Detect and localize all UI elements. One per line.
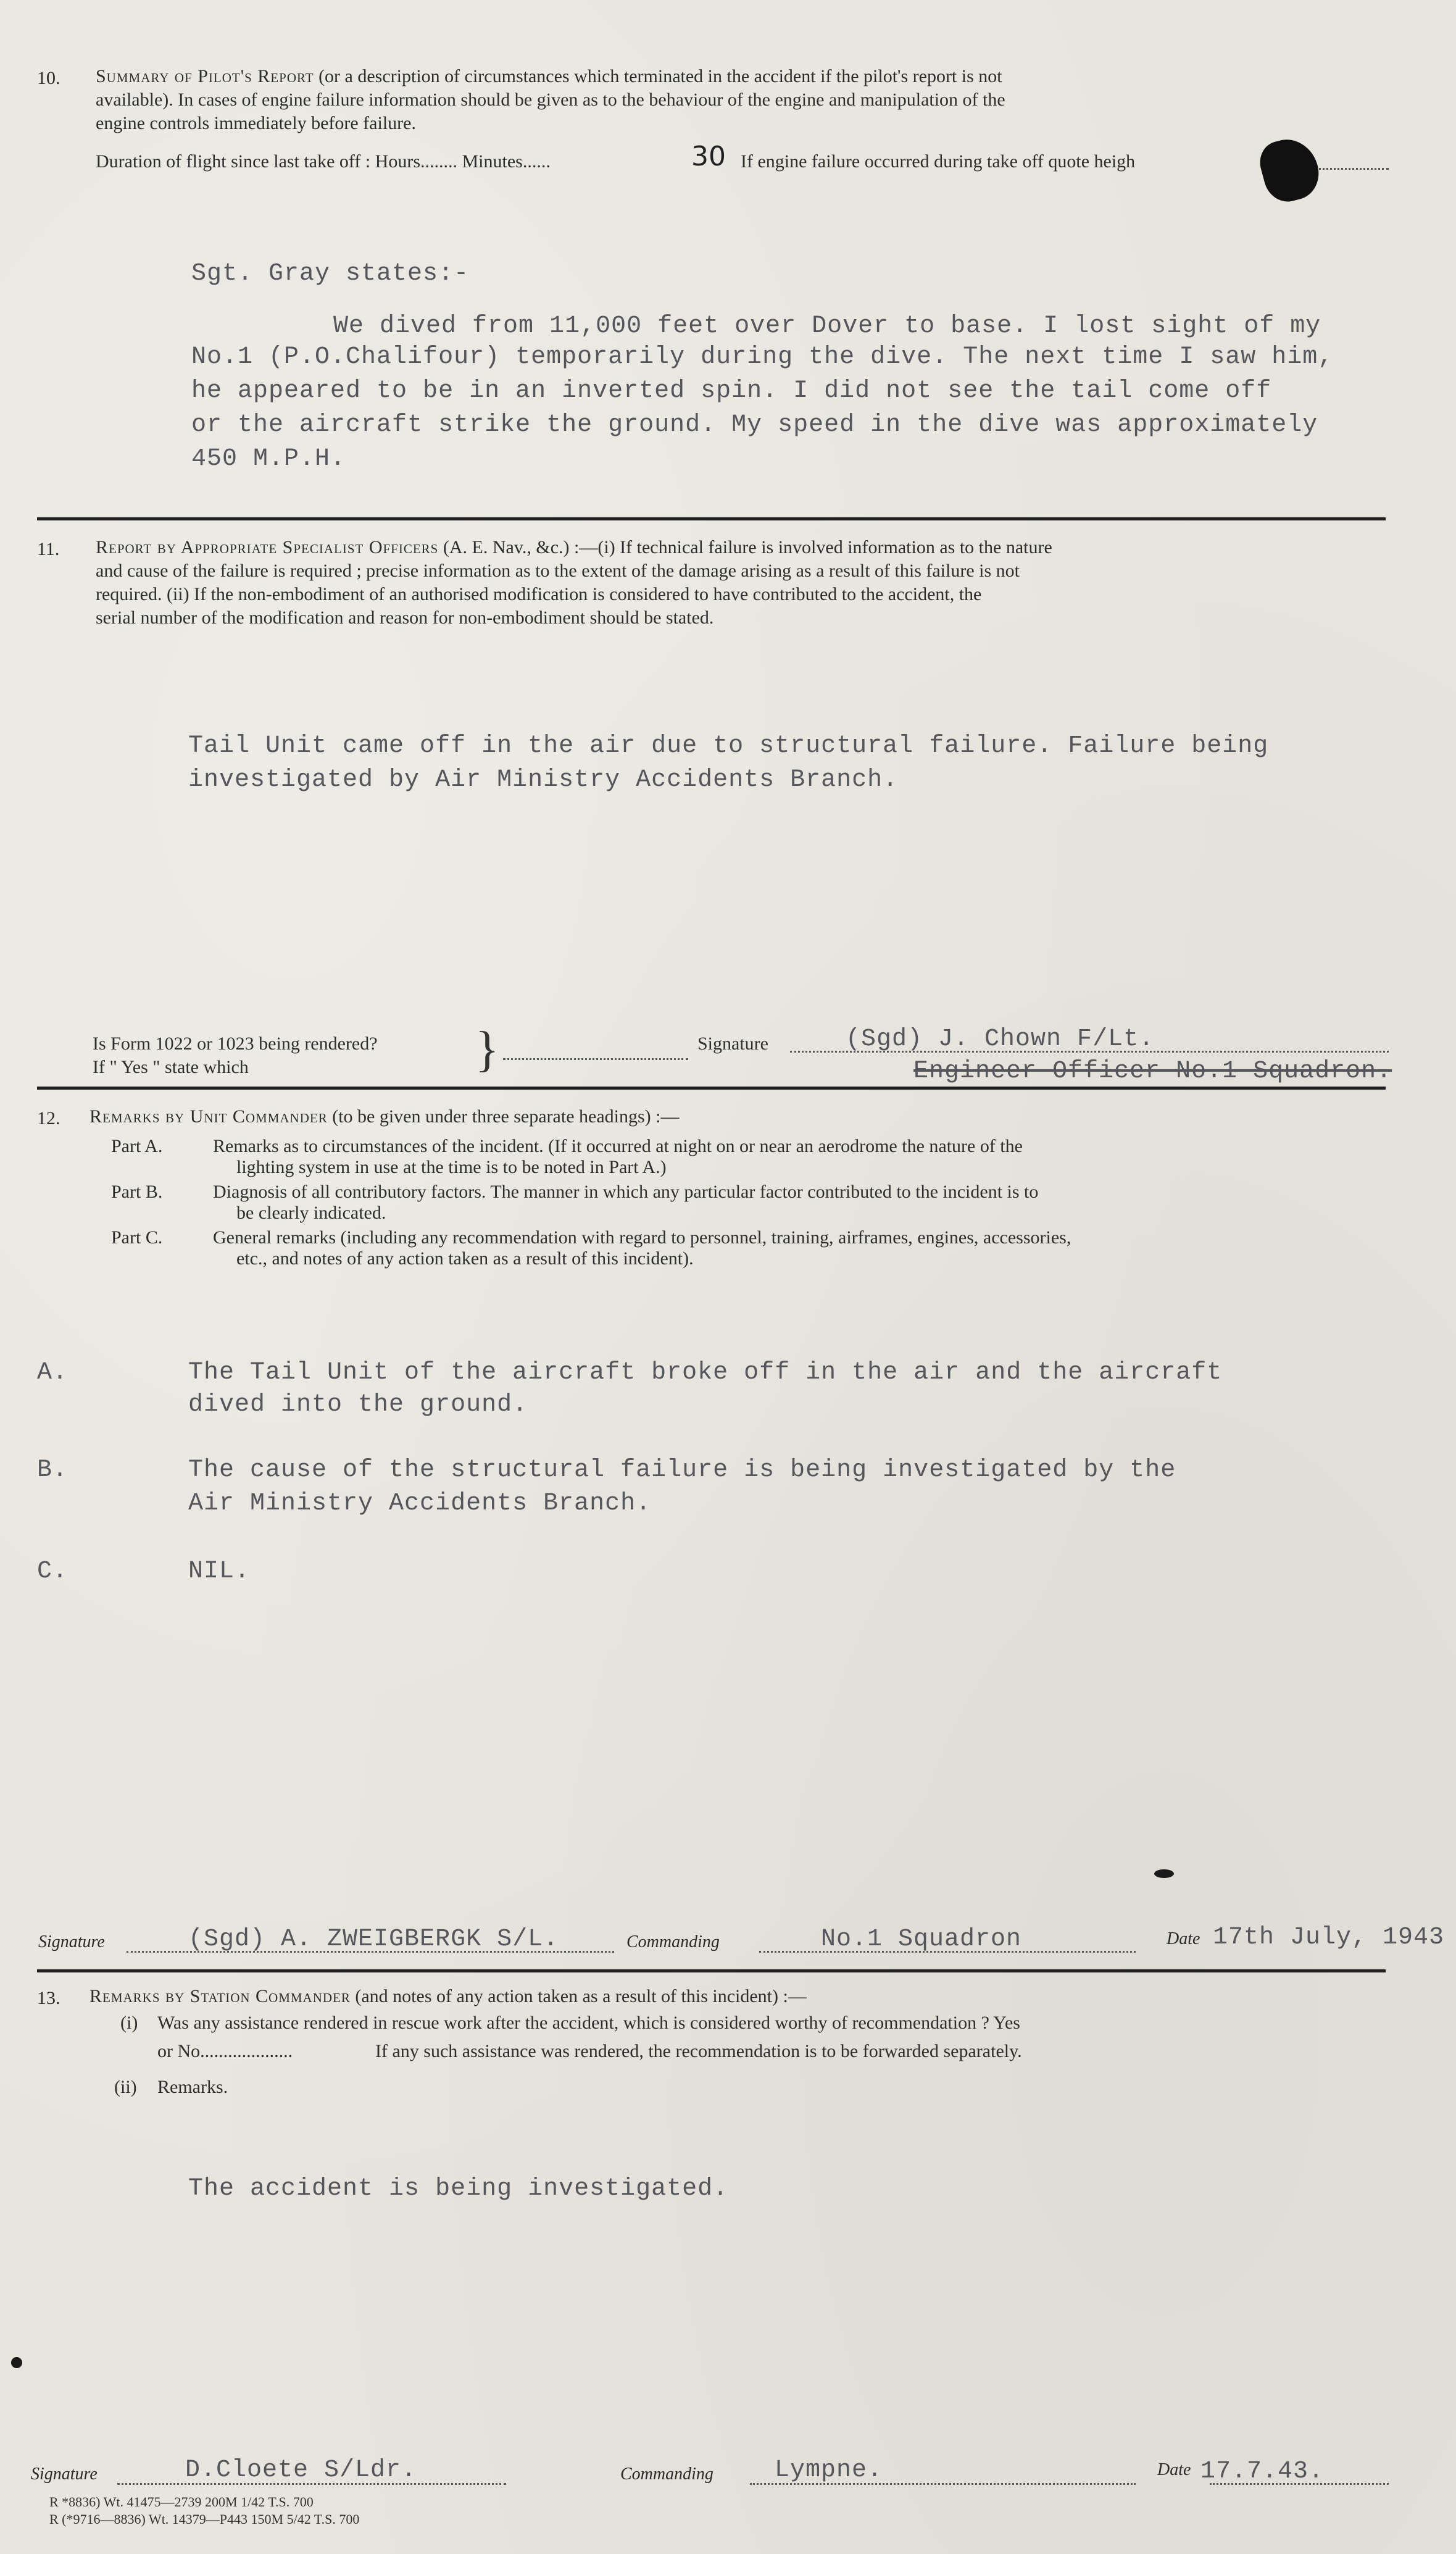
unit-commanding-value: No.1 Squadron <box>821 1926 1022 1953</box>
section-11-line2: and cause of the failure is required ; precise information as to the extent of the damage arising as a result of this failure is not <box>96 561 1020 581</box>
print-code-line: R (*9716—8836) Wt. 14379—P443 150M 5/42 T.S. 700 <box>49 2511 360 2527</box>
part-text: lighting system in use at the time is to be noted in Part A.) <box>236 1157 667 1177</box>
pilot-statement-line: he appeared to be in an inverted spin. I did not see the tail come off <box>191 377 1272 405</box>
section-10-line3: engine controls immediately before failure. <box>96 113 416 133</box>
specialist-signature: (Sgd) J. Chown F/Lt. <box>846 1025 1155 1053</box>
question-text: If any such assistance was rendered, the recommendation is to be forwarded separately. <box>375 2041 1022 2061</box>
signature-label: Signature <box>697 1033 768 1054</box>
minutes-value: 30 <box>691 141 726 172</box>
answer-letter: B. <box>37 1456 69 1484</box>
section-13-intro: (and notes of any action taken as a result of this incident) :— <box>355 1986 807 2006</box>
part-text: be clearly indicated. <box>236 1203 386 1223</box>
date-label: Date <box>1167 1929 1200 1948</box>
part-text: Remarks as to circumstances of the incident. (If it occurred at night on or near an aerodrome the nature of the <box>213 1136 1023 1156</box>
section-10-heading: Summary of Pilot's Report <box>96 66 314 86</box>
signature-label: Signature <box>38 1932 105 1951</box>
commanding-label: Commanding <box>620 2464 713 2484</box>
unit-commander-date: 17th July, 1943 <box>1213 1924 1445 1951</box>
section-13-text <box>89 1985 807 2008</box>
answer-letter: A. <box>37 1359 69 1387</box>
ink-spot <box>11 2357 22 2368</box>
signature-label: Signature <box>31 2464 98 2484</box>
section-10-text <box>96 65 1392 88</box>
station-commander-signature: D.Cloete S/Ldr. <box>185 2456 417 2484</box>
engine-height-dots <box>1315 168 1389 170</box>
section-12-intro: (to be given under three separate headings) :— <box>332 1106 680 1127</box>
specialist-title: Engineer Officer No.1 Squadron. <box>913 1058 1392 1085</box>
answer-line: NIL. <box>188 1558 251 1585</box>
section-11-text <box>96 536 1392 559</box>
section-divider <box>37 1087 1386 1090</box>
section-12-heading: Remarks by Unit Commander <box>89 1106 328 1127</box>
ink-spot <box>1154 1869 1174 1878</box>
pilot-statement-line: 450 M.P.H. <box>191 445 346 473</box>
part-label: Part C. <box>111 1227 163 1248</box>
pilot-statement-line: No.1 (P.O.Chalifour) temporarily during the dive. The next time I saw him, <box>191 343 1334 371</box>
answer-line: The Tail Unit of the aircraft broke off in the air and the aircraft <box>188 1359 1223 1387</box>
engine-failure-label: If engine failure occurred during take off quote heigh <box>741 151 1136 172</box>
answer-line: Air Ministry Accidents Branch. <box>188 1490 652 1517</box>
section-12-text <box>89 1105 679 1129</box>
yes-no-field: or No.................... <box>157 2041 293 2061</box>
section-11-line4: serial number of the modification and reason for non-embodiment should be stated. <box>96 607 714 628</box>
pilot-statement-line: or the aircraft strike the ground. My speed in the dive was approximately <box>191 411 1318 439</box>
section-10-line2: available). In cases of engine failure information should be given as to the behaviour of the engine and manipulation of the <box>96 90 1005 110</box>
unit-commander-signature: (Sgd) A. ZWEIGBERGK S/L. <box>188 1926 559 1953</box>
section-11-line1: (A. E. Nav., &c.) :—(i) If technical failure is involved information as to the nature <box>443 537 1052 557</box>
part-label: Part A. <box>111 1136 163 1156</box>
section-12-number: 12. <box>37 1108 60 1129</box>
part-label: Part B. <box>111 1182 163 1202</box>
station-commanding-value: Lympne. <box>775 2456 883 2484</box>
pilot-statement-line: We dived from 11,000 feet over Dover to base. I lost sight of my <box>333 312 1321 340</box>
form-which-dots <box>503 1058 688 1060</box>
answer-letter: C. <box>37 1558 69 1585</box>
question-label: (ii) <box>114 2077 137 2097</box>
torn-hole <box>1255 133 1325 207</box>
section-divider <box>37 517 1386 520</box>
part-text: etc., and notes of any action taken as a result of this incident). <box>236 1248 694 1269</box>
section-10-line1: (or a description of circumstances which terminated in the accident if the pilot's report is not <box>318 66 1002 86</box>
section-11-number: 11. <box>37 539 60 559</box>
date-label: Date <box>1157 2460 1191 2479</box>
section-11-line3: required. (ii) If the non-embodiment of an authorised modification is considered to have contributed to the accident, the <box>96 584 982 604</box>
section-13-number: 13. <box>37 1988 60 2008</box>
flight-duration-label: Duration of flight since last take off : Hours........ Minutes...... <box>96 151 551 172</box>
question-text: Was any assistance rendered in rescue work after the accident, which is considered worthy of recommendation ? Yes <box>157 2013 1020 2033</box>
brace: } <box>475 1022 499 1077</box>
specialist-report-line: Tail Unit came off in the air due to structural failure. Failure being <box>188 732 1269 760</box>
section-divider <box>37 1969 1386 1972</box>
station-commander-date: 17.7.43. <box>1200 2458 1325 2485</box>
commanding-label: Commanding <box>626 1932 720 1951</box>
section-13-heading: Remarks by Station Commander <box>89 1986 351 2006</box>
question-label: (i) <box>120 2013 138 2033</box>
print-code-line: R *8836) Wt. 41475—2739 200M 1/42 T.S. 700 <box>49 2494 314 2510</box>
answer-line: dived into the ground. <box>188 1391 528 1419</box>
section-10-number: 10. <box>37 68 60 88</box>
answer-line: The cause of the structural failure is being investigated by the <box>188 1456 1176 1484</box>
form-question: Is Form 1022 or 1023 being rendered? <box>93 1033 378 1054</box>
part-text: General remarks (including any recommendation with regard to personnel, training, airframes, engines, accessories, <box>213 1227 1071 1248</box>
form-question-yes: If " Yes " state which <box>93 1057 249 1077</box>
station-remarks: The accident is being investigated. <box>188 2175 729 2203</box>
section-11-heading: Report by Appropriate Specialist Officers <box>96 537 439 557</box>
specialist-report-line: investigated by Air Ministry Accidents Branch. <box>188 766 899 794</box>
pilot-statement-intro: Sgt. Gray states:- <box>191 260 470 288</box>
part-text: Diagnosis of all contributory factors. The manner in which any particular factor contributed to the incident is to <box>213 1182 1039 1202</box>
remarks-label: Remarks. <box>157 2077 228 2097</box>
